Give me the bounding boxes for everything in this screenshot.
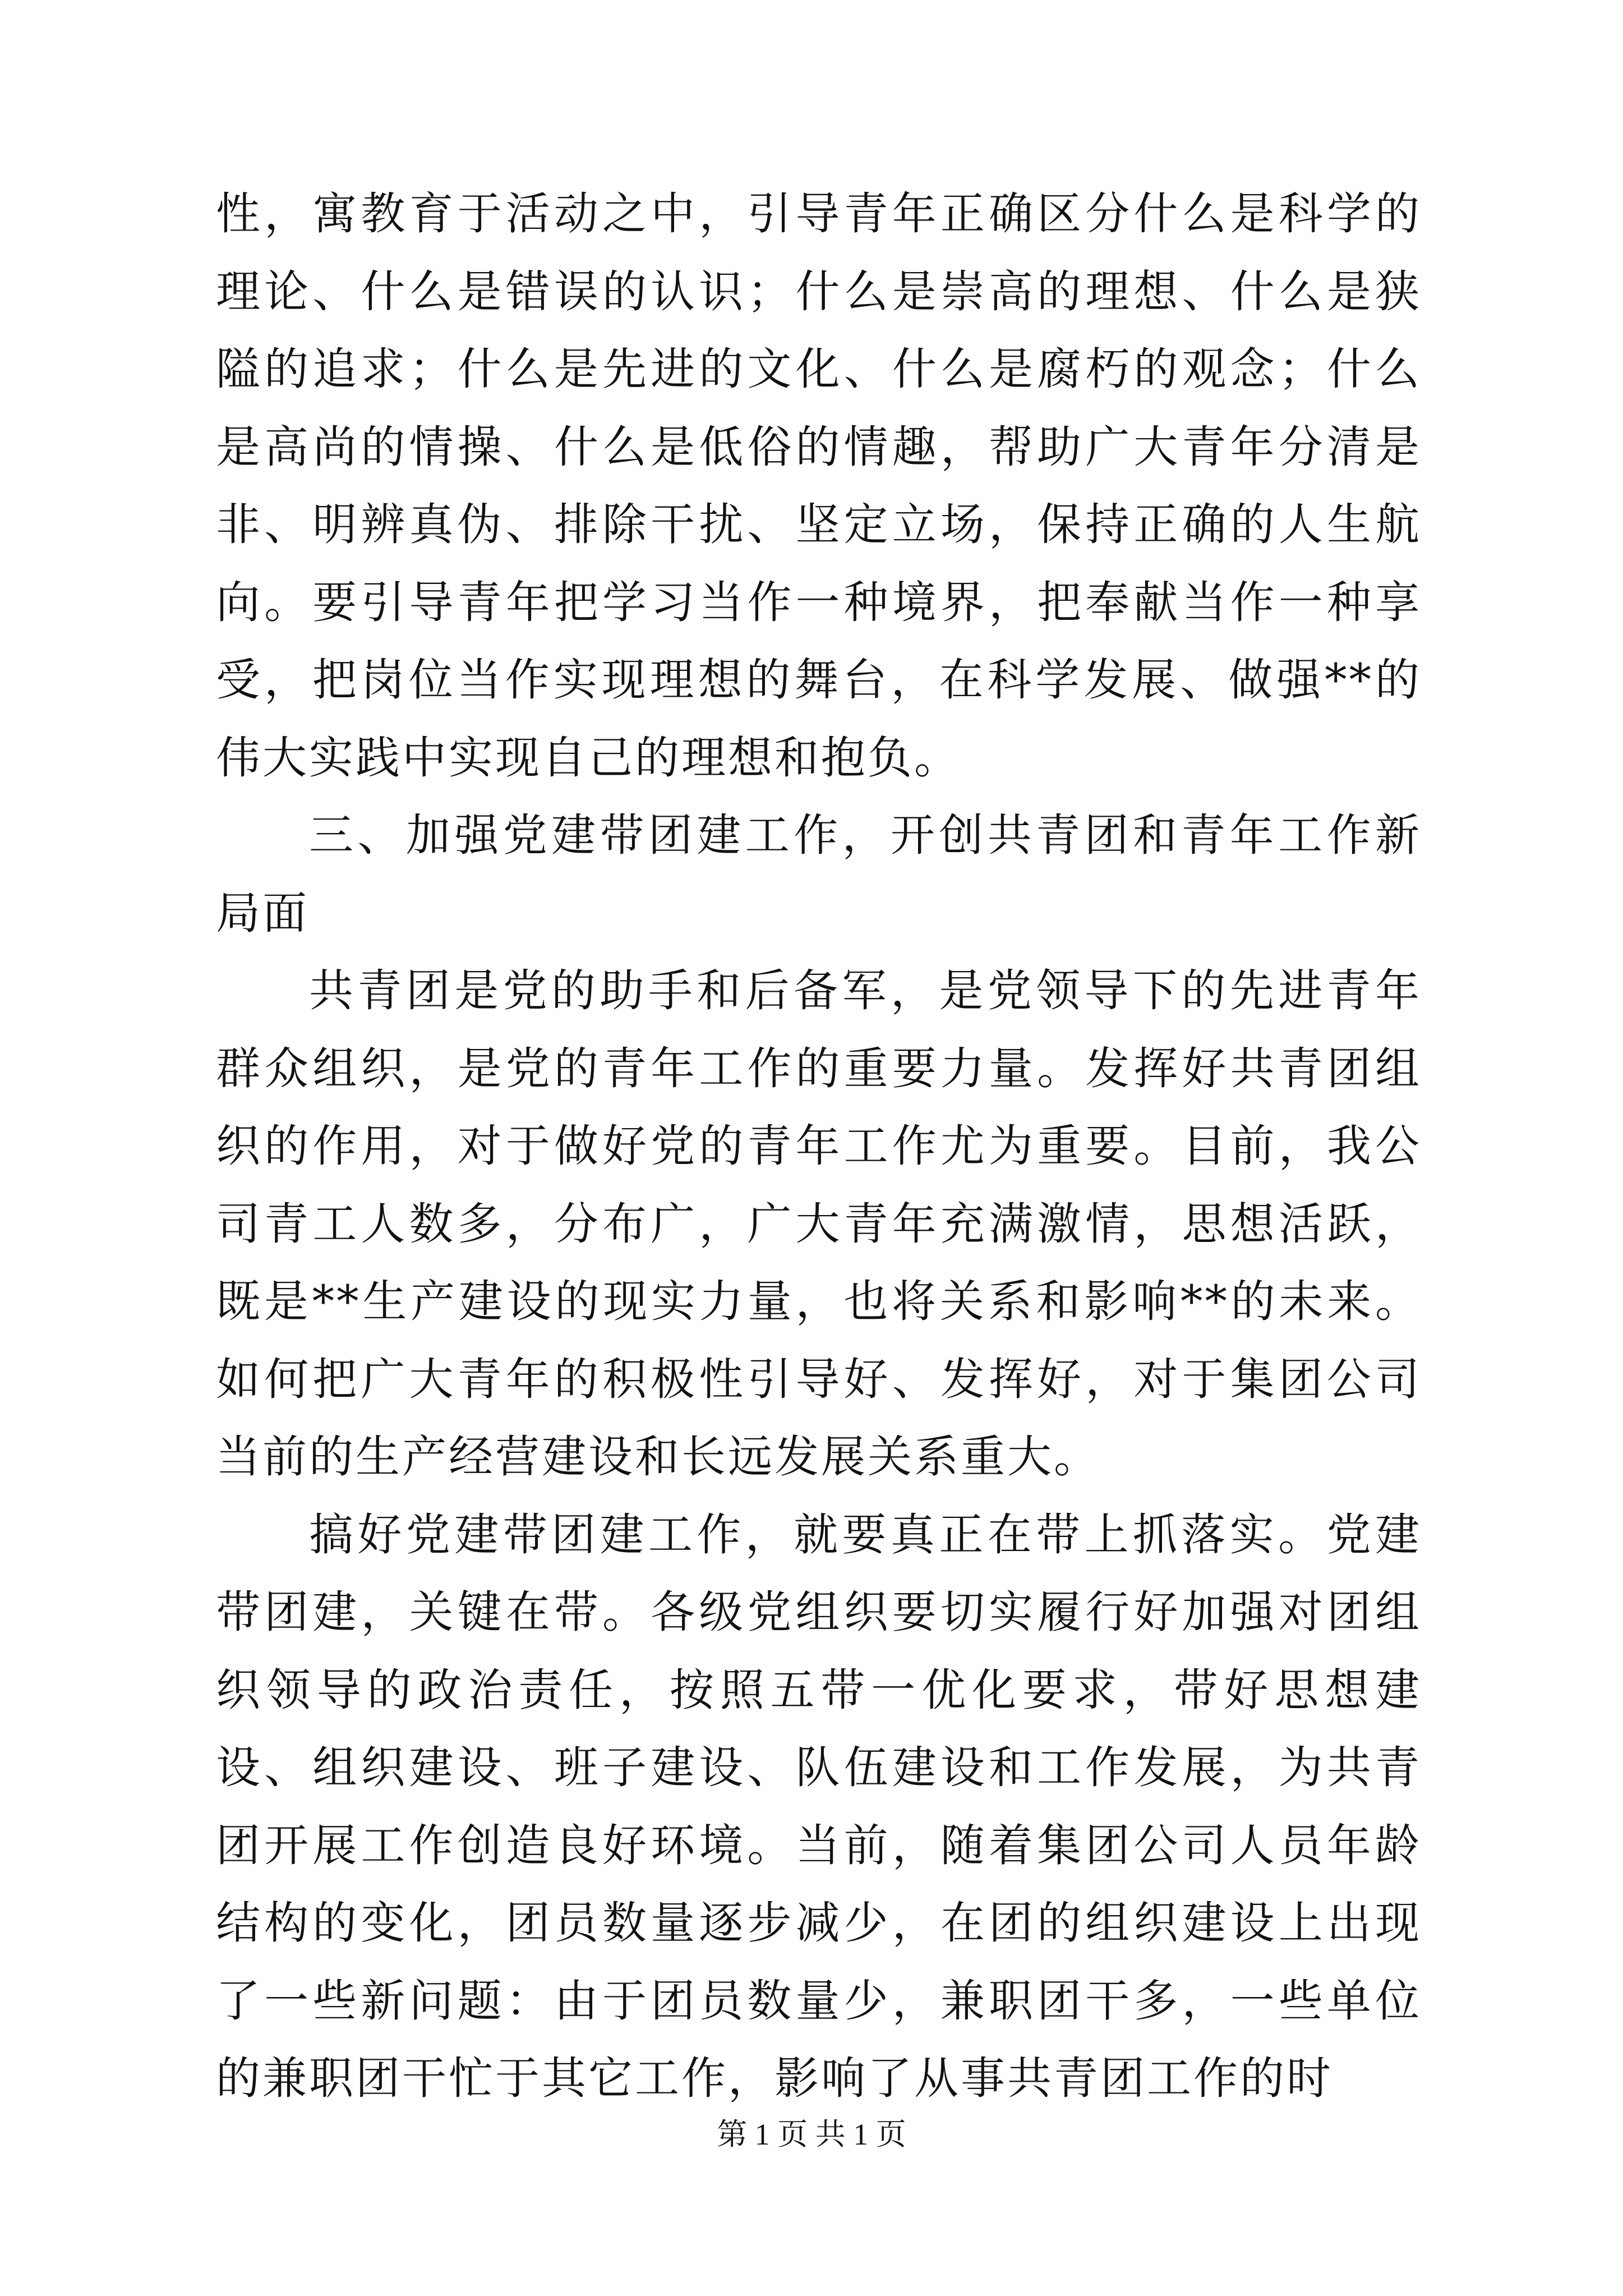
page-footer: 第 1 页 共 1 页 — [717, 2118, 906, 2151]
paragraph: 搞好党建带团建工作，就要真正在带上抓落实。党建带团建，关键在带。各级党组织要切实履行好加强对团组织领导的政治责任，按照五带一优化要求，带好思想建设、组织建设、班子建设、队伍建设和工作发展，为共青团开展工作创造良好环境。当前，随着集团公司人员年龄结构的变化，团员数量逐步减少，在团的组织建设上出现了一些新问题：由于团员数量少，兼职团干多，一些单位的兼职团干忙于其它工作，影响了从事共青团工作的时 — [216, 1508, 1422, 2104]
paragraph: 共青团是党的助手和后备军，是党领导下的先进青年群众组织，是党的青年工作的重要力量。发挥好共青团组织的作用，对于做好党的青年工作尤为重要。目前，我公司青工人数多，分布广，广大青年充满激情，思想活跃，既是**生产建设的现实力量，也将关系和影响**的未来。如何把广大青年的积极性引导好、发挥好，对于集团公司当前的生产经营建设和长远发展关系重大。 — [216, 965, 1422, 1483]
paragraph-continuation: 性，寓教育于活动之中，引导青年正确区分什么是科学的理论、什么是错误的认识；什么是崇高的理想、什么是狭隘的追求；什么是先进的文化、什么是腐朽的观念；什么是高尚的情操、什么是低俗的情趣，帮助广大青年分清是非、明辨真伪、排除干扰、坚定立场，保持正确的人生航向。要引导青年把学习当作一种境界，把奉献当作一种享受，把岗位当作实现理想的舞台，在科学发展、做强**的伟大实践中实现自己的理想和抱负。 — [216, 188, 1422, 784]
section-heading: 三、加强党建带团建工作，开创共青团和青年工作新局面 — [216, 809, 1422, 939]
body-text — [216, 175, 1422, 2118]
